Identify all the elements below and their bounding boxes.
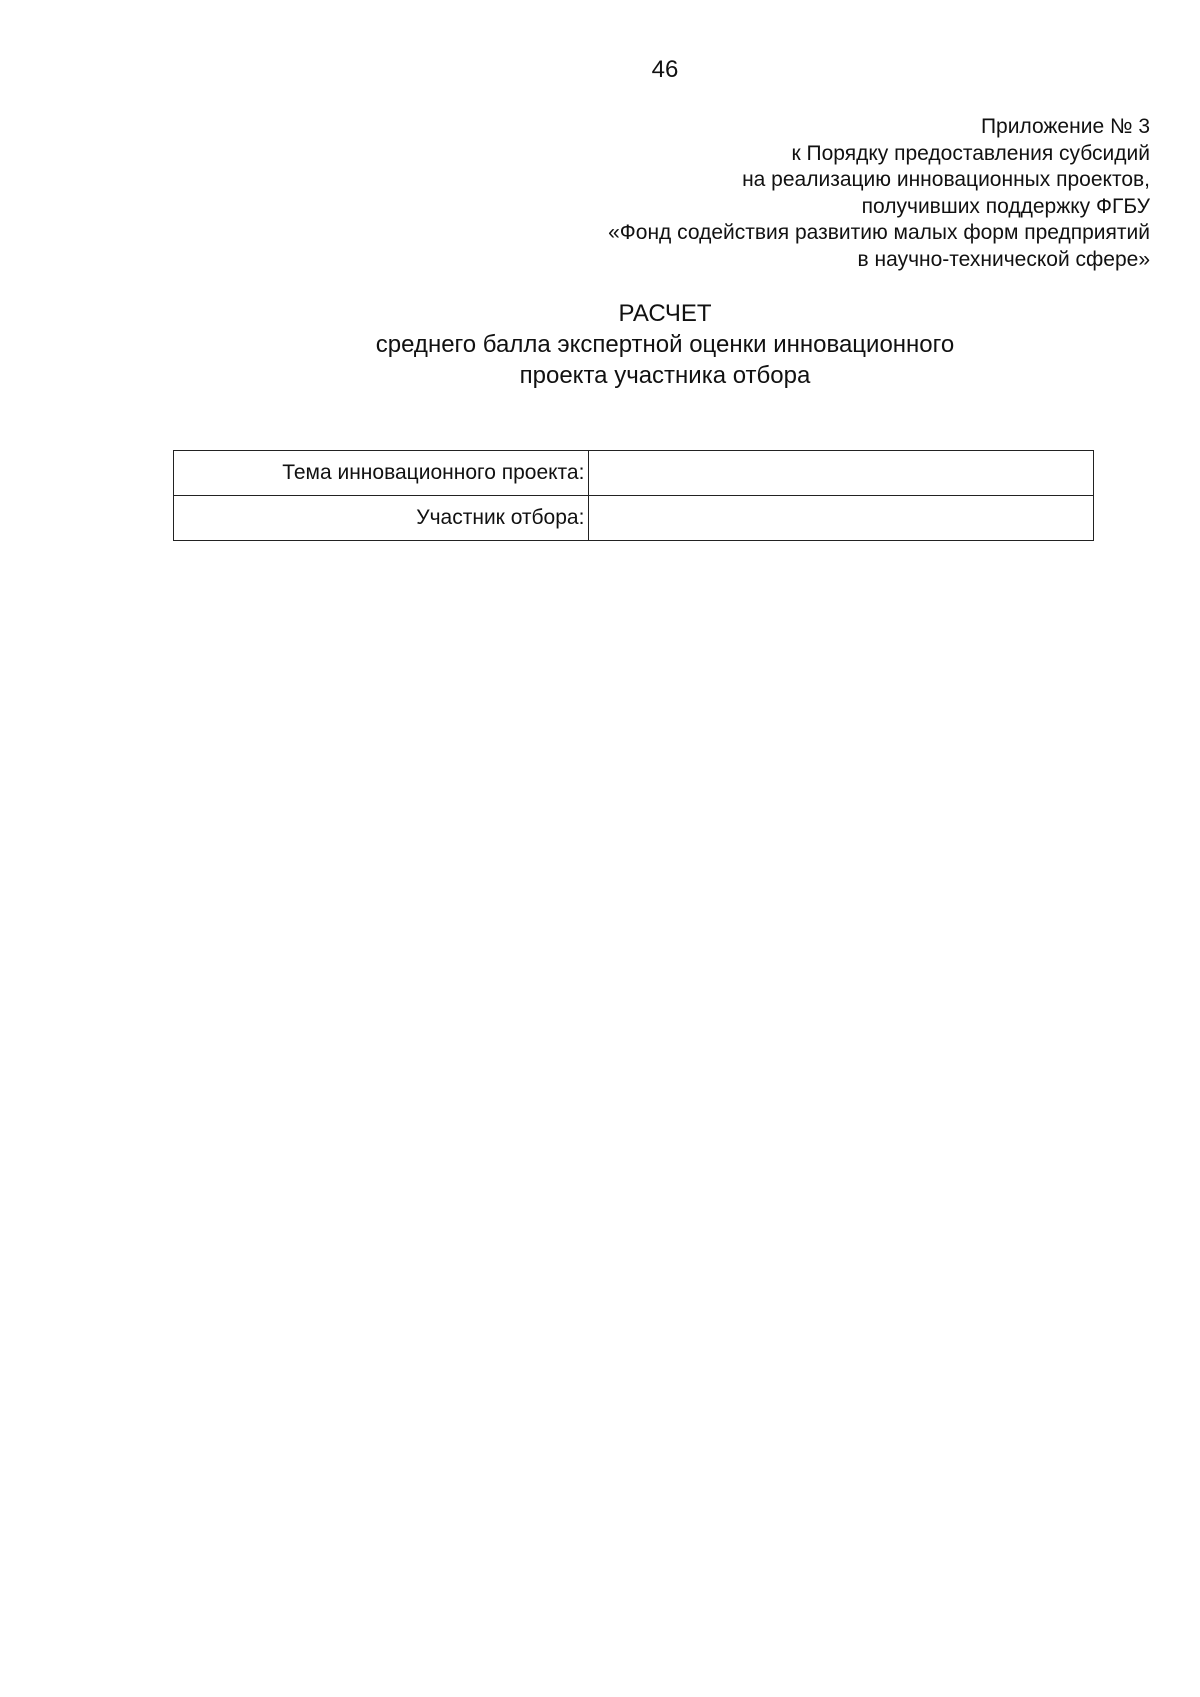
project-topic-label: Тема инновационного проекта:: [174, 451, 589, 496]
title-heading: РАСЧЕТ: [618, 300, 712, 327]
annex-line: к Порядку предоставления субсидий: [791, 141, 1150, 165]
annex-line: в научно-технической сфере»: [857, 247, 1150, 271]
participant-label: Участник отбора:: [174, 496, 589, 541]
participant-value: [589, 496, 1094, 541]
page-number: 46: [651, 56, 679, 83]
annex-line: на реализацию инновационных проектов,: [742, 168, 1150, 191]
title-line: среднего балла экспертной оценки инновационного: [375, 331, 955, 358]
document-title: [0, 298, 1200, 391]
project-topic-value: [589, 451, 1094, 496]
project-info-table: [173, 450, 1094, 541]
table-row: [174, 451, 1094, 496]
annex-line: «Фонд содействия развитию малых форм предприятий: [608, 221, 1150, 244]
title-line: проекта участника отбора: [519, 362, 811, 389]
annex-line: Приложение № 3: [980, 115, 1150, 138]
annex-line: получивших поддержку ФГБУ: [861, 194, 1150, 218]
annex-header: [608, 114, 1150, 273]
table-row: [174, 496, 1094, 541]
